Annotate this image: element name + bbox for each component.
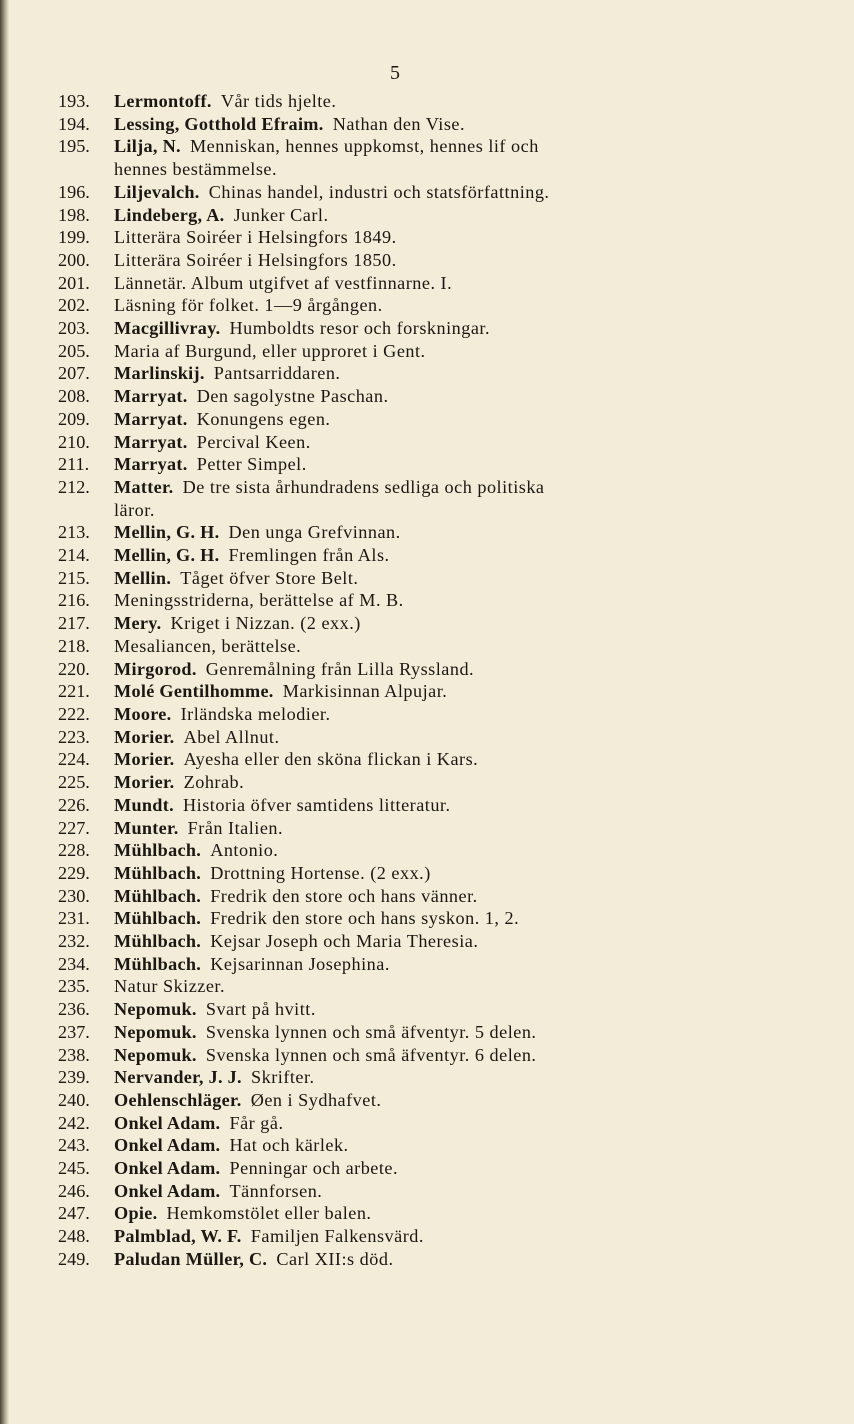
entry-body: [114, 953, 748, 976]
entry-author: Marryat.: [114, 454, 188, 475]
entry-number: 223.: [58, 726, 90, 747]
entry-title: Mesaliancen, berättelse.: [114, 635, 302, 656]
entry-body: [114, 408, 748, 431]
entry-author: Mellin, G. H.: [114, 545, 220, 566]
entry-number: 214.: [58, 545, 90, 566]
entry-body: [114, 294, 748, 317]
entry-number: 193.: [58, 91, 90, 111]
entry-title-continuation: hennes bestämmelse.: [114, 159, 278, 180]
entry-number: 247.: [58, 1203, 90, 1224]
entry-number: 231.: [58, 908, 90, 929]
entry-number: 212.: [58, 476, 90, 497]
catalog-entry: [58, 476, 748, 521]
entry-number: 236.: [58, 999, 90, 1020]
entry-title: Historia öfver samtidens litteratur.: [183, 794, 451, 815]
entry-title: Litterära Soiréer i Helsingfors 1850.: [114, 249, 397, 270]
catalog-entry: [58, 1202, 748, 1225]
entry-body: [114, 885, 748, 908]
entry-number: 240.: [58, 1089, 90, 1110]
catalog-entry: [58, 113, 748, 136]
entry-body: [114, 249, 748, 272]
entry-title: Maria af Burgund, eller upproret i Gent.: [114, 340, 426, 361]
entry-body: [114, 90, 748, 113]
catalog-list: [58, 90, 748, 1271]
entry-body: [114, 794, 748, 817]
entry-title-continuation: läror.: [114, 499, 155, 520]
entry-title: Humboldts resor och forskningar.: [229, 318, 491, 339]
entry-number: 228.: [58, 840, 90, 861]
entry-number: 232.: [58, 931, 90, 952]
catalog-entry: [58, 953, 748, 976]
entry-body: [114, 181, 748, 204]
entry-number: 234.: [58, 953, 90, 974]
catalog-entry: [58, 612, 748, 635]
entry-title: Pantsarriddaren.: [213, 363, 341, 384]
entry-title: Zohrab.: [183, 772, 245, 793]
catalog-entry: [58, 90, 748, 113]
entry-body: [114, 930, 748, 953]
catalog-entry: [58, 453, 748, 476]
entry-author: Palmblad, W. F.: [114, 1226, 242, 1247]
entry-number: 238.: [58, 1044, 90, 1065]
entry-body: [114, 385, 748, 408]
catalog-entry: [58, 340, 748, 363]
entry-title: Hemkomstölet eller balen.: [166, 1203, 372, 1224]
entry-number: 207.: [58, 363, 90, 384]
entry-title: Abel Allnut.: [183, 726, 280, 747]
entry-author: Mundt.: [114, 794, 174, 815]
entry-title: Tännforsen.: [229, 1180, 323, 1201]
entry-author: Oehlenschläger.: [114, 1089, 242, 1110]
entry-title: Penningar och arbete.: [229, 1158, 399, 1179]
entry-number: 205.: [58, 340, 90, 361]
catalog-entry: [58, 885, 748, 908]
entry-title: Genremålning från Lilla Ryssland.: [205, 658, 475, 679]
entry-author: Macgillivray.: [114, 318, 221, 339]
entry-title: Skrifter.: [251, 1067, 315, 1088]
entry-author: Nepomuk.: [114, 999, 197, 1020]
entry-number: 224.: [58, 749, 90, 770]
entry-body: [114, 1180, 748, 1203]
entry-number: 201.: [58, 272, 90, 293]
catalog-entry: [58, 431, 748, 454]
entry-body: [114, 453, 748, 476]
entry-author: Molé Gentilhomme.: [114, 681, 274, 702]
entry-title: Litterära Soiréer i Helsingfors 1849.: [114, 227, 397, 248]
catalog-entry: [58, 1180, 748, 1203]
entry-number: 203.: [58, 318, 90, 339]
entry-title: Carl XII:s död.: [276, 1248, 394, 1269]
entry-author: Mellin.: [114, 567, 172, 588]
entry-body: [114, 317, 748, 340]
entry-body: [114, 544, 748, 567]
entry-title: Meningsstriderna, berättelse af M. B.: [114, 590, 404, 611]
entry-number: 210.: [58, 431, 90, 452]
entry-author: Morier.: [114, 772, 175, 793]
entry-author: Marryat.: [114, 408, 188, 429]
entry-body: [114, 362, 748, 385]
entry-author: Onkel Adam.: [114, 1180, 221, 1201]
entry-number: 209.: [58, 408, 90, 429]
entry-body: [114, 612, 748, 635]
entry-body: [114, 817, 748, 840]
entry-body: [114, 1021, 748, 1044]
entry-title: Kejsarinnan Josephina.: [210, 953, 390, 974]
entry-author: Matter.: [114, 476, 174, 497]
entry-author: Lilja, N.: [114, 136, 181, 157]
entry-author: Marryat.: [114, 431, 188, 452]
entry-title: De tre sista århundradens sedliga och politiska: [182, 476, 545, 497]
catalog-entry: [58, 408, 748, 431]
entry-author: Mühlbach.: [114, 862, 202, 883]
entry-title: Natur Skizzer.: [114, 976, 226, 997]
catalog-entry: [58, 521, 748, 544]
entry-author: Onkel Adam.: [114, 1135, 221, 1156]
entry-title: Fredrik den store och hans vänner.: [210, 885, 478, 906]
entry-title: Antonio.: [210, 840, 279, 861]
catalog-entry: [58, 272, 748, 295]
entry-body: [114, 113, 748, 136]
catalog-entry: [58, 385, 748, 408]
entry-body: [114, 998, 748, 1021]
entry-title: Menniskan, hennes uppkomst, hennes lif och: [189, 136, 539, 157]
entry-author: Opie.: [114, 1203, 158, 1224]
entry-author: Nervander, J. J.: [114, 1067, 242, 1088]
catalog-entry: [58, 748, 748, 771]
entry-author: Paludan Müller, C.: [114, 1248, 268, 1269]
catalog-entry: [58, 317, 748, 340]
entry-author: Onkel Adam.: [114, 1112, 221, 1133]
page-edge-shadow: [0, 0, 9, 1424]
entry-body: [114, 589, 748, 612]
catalog-entry: [58, 544, 748, 567]
catalog-entry: [58, 975, 748, 998]
catalog-entry: [58, 930, 748, 953]
entry-author: Mellin, G. H.: [114, 522, 220, 543]
catalog-entry: [58, 703, 748, 726]
catalog-entry: [58, 839, 748, 862]
entry-author: Morier.: [114, 726, 175, 747]
catalog-entry: [58, 181, 748, 204]
entry-number: 230.: [58, 885, 90, 906]
entry-title: Den sagolystne Paschan.: [196, 386, 389, 407]
entry-body: [114, 1089, 748, 1112]
entry-author: Mühlbach.: [114, 840, 202, 861]
entry-title: Fredrik den store och hans syskon. 1, 2.: [210, 908, 520, 929]
entry-number: 208.: [58, 386, 90, 407]
entry-body: [114, 1248, 748, 1271]
entry-body: [114, 771, 748, 794]
entry-number: 194.: [58, 113, 90, 134]
entry-title: Petter Simpel.: [196, 454, 307, 475]
catalog-entry: [58, 862, 748, 885]
entry-author: Nepomuk.: [114, 1021, 197, 1042]
catalog-entry: [58, 1021, 748, 1044]
catalog-entry: [58, 204, 748, 227]
entry-title: Hat och kärlek.: [229, 1135, 349, 1156]
entry-number: 218.: [58, 635, 90, 656]
catalog-entry: [58, 249, 748, 272]
entry-body: [114, 1044, 748, 1067]
entry-number: 215.: [58, 567, 90, 588]
catalog-entry: [58, 135, 748, 180]
entry-number: 243.: [58, 1135, 90, 1156]
catalog-entry: [58, 1089, 748, 1112]
entry-number: 225.: [58, 772, 90, 793]
entry-number: 249.: [58, 1248, 90, 1269]
entry-author: Mühlbach.: [114, 931, 202, 952]
entry-number: 221.: [58, 681, 90, 702]
entry-title: Kejsar Joseph och Maria Theresia.: [210, 931, 479, 952]
entry-number: 226.: [58, 794, 90, 815]
entry-title: Läsning för folket. 1—9 årgången.: [114, 295, 383, 316]
entry-number: 198.: [58, 204, 90, 225]
entry-title: Ayesha eller den sköna flickan i Kars.: [183, 749, 479, 770]
entry-author: Nepomuk.: [114, 1044, 197, 1065]
catalog-entry: [58, 771, 748, 794]
catalog-entry: [58, 1225, 748, 1248]
catalog-entry: [58, 226, 748, 249]
entry-title: Den unga Grefvinnan.: [228, 522, 401, 543]
entry-author: Onkel Adam.: [114, 1158, 221, 1179]
catalog-entry: [58, 1157, 748, 1180]
entry-title: Nathan den Vise.: [332, 113, 466, 134]
catalog-entry: [58, 817, 748, 840]
entry-body: [114, 975, 748, 998]
entry-body: [114, 658, 748, 681]
catalog-entry: [58, 998, 748, 1021]
entry-title: Fremlingen från Als.: [228, 545, 390, 566]
entry-author: Lermontoff.: [114, 91, 212, 111]
catalog-entry: [58, 680, 748, 703]
entry-title: Svart på hvitt.: [205, 999, 316, 1020]
page-number: 5: [390, 62, 400, 84]
entry-title: Percival Keen.: [196, 431, 311, 452]
entry-number: 242.: [58, 1112, 90, 1133]
entry-body: [114, 1202, 748, 1225]
entry-title: Drottning Hortense. (2 exx.): [210, 862, 431, 883]
entry-number: 211.: [58, 454, 90, 475]
catalog-entry: [58, 1066, 748, 1089]
entry-number: 199.: [58, 227, 90, 248]
entry-title: Kriget i Nizzan. (2 exx.): [170, 613, 361, 634]
entry-body: [114, 1066, 748, 1089]
entry-number: 245.: [58, 1158, 90, 1179]
catalog-entry: [58, 1134, 748, 1157]
entry-author: Lessing, Gotthold Efraim.: [114, 113, 324, 134]
entry-body: [114, 748, 748, 771]
entry-author: Liljevalch.: [114, 181, 200, 202]
catalog-entry: [58, 726, 748, 749]
entry-number: 213.: [58, 522, 90, 543]
catalog-entry: [58, 635, 748, 658]
entry-author: Moore.: [114, 703, 172, 724]
entry-body: [114, 726, 748, 749]
entry-body: [114, 635, 748, 658]
entry-author: Mühlbach.: [114, 885, 202, 906]
catalog-entry: [58, 362, 748, 385]
entry-number: 248.: [58, 1226, 90, 1247]
entry-number: 202.: [58, 295, 90, 316]
entry-title: Från Italien.: [187, 817, 284, 838]
entry-title: Øen i Sydhafvet.: [250, 1089, 382, 1110]
entry-number: 222.: [58, 703, 90, 724]
entry-author: Marlinskij.: [114, 363, 205, 384]
entry-author: Morier.: [114, 749, 175, 770]
entry-author: Mühlbach.: [114, 908, 202, 929]
entry-author: Marryat.: [114, 386, 188, 407]
entry-number: 239.: [58, 1067, 90, 1088]
entry-body: [114, 567, 748, 590]
catalog-entry: [58, 1044, 748, 1067]
entry-title: Svenska lynnen och små äfventyr. 6 delen.: [205, 1044, 537, 1065]
entry-title: Tåget öfver Store Belt.: [180, 567, 359, 588]
entry-body: [114, 1134, 748, 1157]
entry-number: 237.: [58, 1021, 90, 1042]
catalog-entry: [58, 658, 748, 681]
entry-body: [114, 839, 748, 862]
catalog-entry: [58, 1248, 748, 1271]
entry-body: [114, 862, 748, 885]
catalog-entry: [58, 907, 748, 930]
entry-body: [114, 907, 748, 930]
entry-author: Mery.: [114, 613, 162, 634]
catalog-entry: [58, 567, 748, 590]
entry-number: 195.: [58, 136, 90, 157]
entry-title: Konungens egen.: [196, 408, 331, 429]
entry-author: Mirgorod.: [114, 658, 197, 679]
entry-number: 200.: [58, 249, 90, 270]
entry-body: [114, 204, 748, 227]
entry-number: 196.: [58, 181, 90, 202]
entry-title: Får gå.: [229, 1112, 284, 1133]
entry-body: [114, 226, 748, 249]
entry-number: 229.: [58, 862, 90, 883]
entry-title: Markisinnan Alpujar.: [282, 681, 448, 702]
catalog-entry: [58, 1112, 748, 1135]
entry-title: Familjen Falkensvärd.: [250, 1226, 424, 1247]
catalog-entry: [58, 294, 748, 317]
entry-body: [114, 431, 748, 454]
entry-body: [114, 521, 748, 544]
catalog-entry: [58, 589, 748, 612]
entry-body: [114, 1157, 748, 1180]
entry-body: [114, 135, 748, 180]
entry-body: [114, 703, 748, 726]
catalog-entry: [58, 794, 748, 817]
entry-title: Svenska lynnen och små äfventyr. 5 delen.: [205, 1021, 537, 1042]
entry-body: [114, 680, 748, 703]
entry-body: [114, 1225, 748, 1248]
entry-author: Munter.: [114, 817, 179, 838]
entry-body: [114, 476, 748, 521]
entry-number: 246.: [58, 1180, 90, 1201]
entry-number: 235.: [58, 976, 90, 997]
entry-title: Vår tids hjelte.: [220, 91, 337, 111]
entry-author: Mühlbach.: [114, 953, 202, 974]
entry-body: [114, 272, 748, 295]
entry-body: [114, 340, 748, 363]
entry-number: 217.: [58, 613, 90, 634]
entry-title: Junker Carl.: [233, 204, 329, 225]
entry-number: 220.: [58, 658, 90, 679]
entry-title: Irländska melodier.: [180, 703, 331, 724]
entry-number: 216.: [58, 590, 90, 611]
entry-title: Chinas handel, industri och statsförfattning.: [208, 181, 550, 202]
entry-body: [114, 1112, 748, 1135]
entry-title: Lännetär. Album utgifvet af vestfinnarne. I.: [114, 272, 453, 293]
entry-number: 227.: [58, 817, 90, 838]
entry-author: Lindeberg, A.: [114, 204, 225, 225]
